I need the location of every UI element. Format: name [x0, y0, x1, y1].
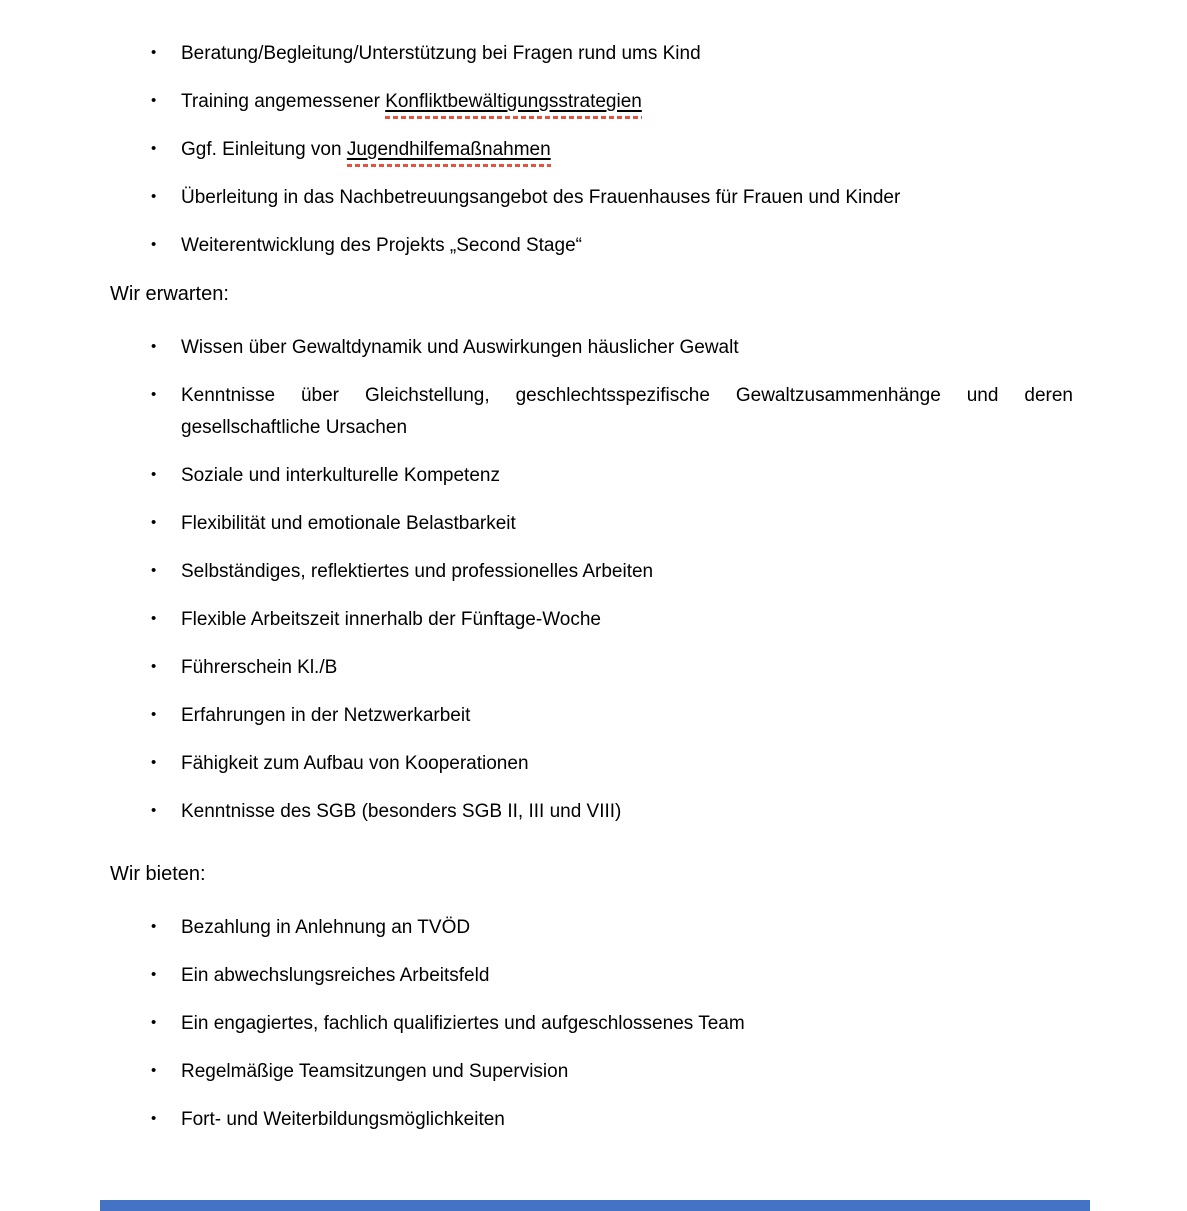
list-item-text-plain: Ggf. Einleitung von: [181, 139, 347, 160]
list-item-text: Fort- und Weiterbildungsmöglichkeiten: [181, 1109, 505, 1130]
bullet-icon: •: [151, 466, 157, 483]
list-item: [110, 1104, 1073, 1136]
bullet-icon: •: [151, 44, 157, 61]
list-item-text: Bezahlung in Anlehnung an TVÖD: [181, 917, 471, 938]
bullet-icon: •: [151, 918, 157, 935]
bullet-icon: •: [151, 236, 157, 253]
bullet-icon: •: [151, 514, 157, 531]
bullet-list-offer: [110, 912, 1073, 1136]
justified-line: Kenntnisse über Gleichstellung, geschlechtsspezifische Gewaltzusammenhänge und deren: [181, 385, 1073, 406]
list-item: [110, 460, 1073, 492]
list-item-text: Führerschein Kl./B: [181, 657, 338, 678]
bullet-icon: •: [151, 966, 157, 983]
list-item: [110, 182, 1073, 214]
list-item: [110, 912, 1073, 944]
bullet-icon: •: [151, 338, 157, 355]
bullet-icon: •: [151, 562, 157, 579]
list-item-text: Erfahrungen in der Netzwerkarbeit: [181, 705, 471, 726]
list-item-text: [181, 91, 642, 119]
list-item-text: Überleitung in das Nachbetreuungsangebot des Frauenhauses für Frauen und Kinder: [181, 187, 901, 208]
bullet-icon: •: [151, 386, 157, 403]
list-item-text: Fähigkeit zum Aufbau von Kooperationen: [181, 753, 529, 774]
list-item: [110, 652, 1073, 684]
list-item-text: [181, 380, 1073, 438]
bullet-icon: •: [151, 658, 157, 675]
misspelled-word-underline: Konfliktbewältigungsstrategien: [385, 91, 642, 119]
section-heading-expectations: Wir erwarten:: [110, 283, 229, 305]
list-item-text: Beratung/Begleitung/Unterstützung bei Fragen rund ums Kind: [181, 43, 701, 64]
list-item-text: Kenntnisse des SGB (besonders SGB II, III und VIII): [181, 801, 622, 822]
list-item-text: [181, 139, 551, 167]
page-bottom-accent-bar: [100, 1200, 1090, 1211]
bullet-icon: •: [151, 140, 157, 157]
list-item: [110, 748, 1073, 780]
bullet-icon: •: [151, 1110, 157, 1127]
list-item-text: Flexible Arbeitszeit innerhalb der Fünftage-Woche: [181, 609, 601, 630]
bullet-icon: •: [151, 1014, 157, 1031]
list-item-text: Wissen über Gewaltdynamik und Auswirkungen häuslicher Gewalt: [181, 337, 739, 358]
list-item-text: Soziale und interkulturelle Kompetenz: [181, 465, 500, 486]
bullet-icon: •: [151, 610, 157, 627]
list-item: [110, 1056, 1073, 1088]
list-item: [110, 1008, 1073, 1040]
list-item-text: Selbständiges, reflektiertes und professionelles Arbeiten: [181, 561, 654, 582]
list-item-text: Ein engagiertes, fachlich qualifiziertes und aufgeschlossenes Team: [181, 1013, 745, 1034]
bullet-icon: •: [151, 188, 157, 205]
list-item: [110, 700, 1073, 732]
list-item-text: Flexibilität und emotionale Belastbarkeit: [181, 513, 516, 534]
list-item-text: Ein abwechslungsreiches Arbeitsfeld: [181, 965, 490, 986]
list-item-text: Regelmäßige Teamsitzungen und Supervision: [181, 1061, 569, 1082]
bullet-icon: •: [151, 92, 157, 109]
bullet-icon: •: [151, 802, 157, 819]
list-item-text-plain: Training angemessener: [181, 91, 386, 112]
list-item: [110, 38, 1073, 70]
document-page: [110, 0, 1073, 1152]
bullet-list-tasks: [110, 38, 1073, 262]
list-item: [110, 604, 1073, 636]
list-item: [110, 508, 1073, 540]
list-item: [110, 556, 1073, 588]
bullet-icon: •: [151, 706, 157, 723]
misspelled-word-underline: Jugendhilfemaßnahmen: [347, 139, 551, 167]
wrapped-line: gesellschaftliche Ursachen: [181, 417, 408, 438]
list-item: [110, 230, 1073, 262]
section-heading-offer: Wir bieten:: [110, 863, 206, 885]
bullet-icon: •: [151, 754, 157, 771]
list-item: [110, 332, 1073, 364]
list-item: [110, 134, 1073, 166]
list-item: [110, 380, 1073, 444]
bullet-list-expectations: [110, 332, 1073, 828]
bullet-icon: •: [151, 1062, 157, 1079]
list-item-text: Weiterentwicklung des Projekts „Second Stage“: [181, 235, 582, 256]
list-item: [110, 960, 1073, 992]
list-item: [110, 796, 1073, 828]
list-item: [110, 86, 1073, 118]
